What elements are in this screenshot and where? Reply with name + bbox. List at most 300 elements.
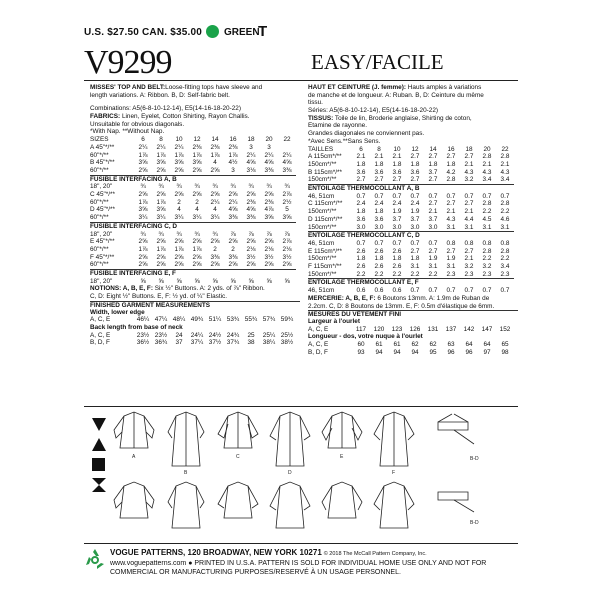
cell: 2.8 (500, 200, 510, 208)
cell: 1⅞ (156, 245, 166, 253)
row-label: 18", 20" (90, 183, 113, 191)
cell: 1.8 (392, 255, 402, 263)
cell: 64 (465, 341, 473, 349)
cell: 4⅝ (246, 159, 256, 167)
table-row (308, 248, 514, 256)
cutting-symbols (92, 418, 106, 498)
table-row (308, 169, 514, 177)
cell: 3.6 (374, 168, 384, 176)
cell: 1.9 (392, 208, 402, 216)
cell: ⅝ (284, 277, 290, 285)
cell: 1.8 (356, 208, 366, 216)
cell: 2⅛ (282, 245, 292, 253)
cell: 2.1 (464, 160, 474, 168)
table-row (308, 200, 514, 208)
table-row (90, 206, 296, 214)
fr-mercerie-1: 6 Boutons 13mm. A: 1.9m de Ruban de (375, 294, 490, 302)
table-row (90, 144, 296, 152)
cell: 2.1 (374, 153, 384, 161)
cell: 1.8 (428, 160, 438, 168)
cell: 0.7 (392, 192, 402, 200)
cell: 1⅞ (174, 245, 184, 253)
cell: 3⅝ (264, 214, 274, 222)
cell: 3¼ (192, 214, 202, 222)
table-row (90, 152, 296, 160)
cell: ¾ (176, 230, 182, 238)
cell: 2.7 (464, 247, 474, 255)
cell: 25¼ (262, 331, 276, 339)
cell: 18 (465, 145, 473, 153)
cell: 0.7 (410, 192, 420, 200)
cell: 3⅝ (282, 214, 292, 222)
cell: ⅝ (140, 277, 146, 285)
belt-bd-back (438, 492, 474, 512)
cell: 0.7 (374, 192, 384, 200)
cell: 3⅜ (246, 214, 256, 222)
table-row (90, 183, 296, 191)
cell: 94 (375, 348, 383, 356)
cell: 2.1 (464, 208, 474, 216)
cell: 2⅝ (228, 261, 238, 269)
table-row (308, 193, 514, 201)
cell: 2⅜ (264, 198, 274, 206)
cell: 0.7 (428, 239, 438, 247)
cell: 2⅞ (282, 238, 292, 246)
cell: 3⅜ (228, 214, 238, 222)
cell: 2.6 (356, 247, 366, 255)
cell: 47¼ (154, 316, 168, 324)
cell: 0.8 (482, 239, 492, 247)
cell: 2.7 (464, 200, 474, 208)
measure-label: Longueur - dos, votre nuque à l'ourlet (308, 333, 423, 341)
cell: 1.9 (446, 255, 456, 263)
cell: 3.6 (392, 168, 402, 176)
cell: 2.8 (482, 153, 492, 161)
en-notions-label: NOTIONS: A, B, E, F: (90, 285, 153, 293)
section-heading-cd (308, 232, 514, 240)
cell: 2 (231, 245, 235, 253)
fr-mercerie-2: 2.2cm. C, D: 8 Boutons de 13mm. E, F: 0.5m d'élastique de 6mm. (308, 302, 495, 310)
cell: 3.7 (428, 215, 438, 223)
cell: 2.3 (482, 270, 492, 278)
fr-fabrics-3: Grandes diagonales ne conviennent pas. (308, 130, 425, 138)
cell: 4.3 (500, 168, 510, 176)
fr-combos: Séries: A5(6-8-10-12-14), E5(14-16-18-20-22) (308, 107, 439, 115)
table-row (308, 349, 514, 357)
cell: 23½ (136, 331, 150, 339)
row-label: A 45"*/** (90, 143, 115, 151)
cell: 2.2 (356, 270, 366, 278)
cell: 1⅞ (156, 198, 166, 206)
row-label: SIZES (90, 136, 109, 144)
row-label: D 115cm*/** (308, 215, 343, 223)
cell: ⅝ (158, 277, 164, 285)
cell: 1⅞ (210, 151, 220, 159)
cell: ¾ (140, 230, 146, 238)
row-label: 150cm*/** (308, 270, 337, 278)
cell: 2.2 (482, 255, 492, 263)
cell: 3.1 (410, 263, 420, 271)
cell: 2⅝ (192, 261, 202, 269)
row-label: E 115cm*/** (308, 247, 342, 255)
cell: 2.2 (392, 270, 402, 278)
cell: 2⅝ (228, 191, 238, 199)
fr-mercerie-label: MERCERIE: A, B, E, F: (308, 294, 376, 302)
cell: 0.7 (374, 239, 384, 247)
cell: 2⅝ (210, 261, 220, 269)
cell: 0.7 (446, 287, 456, 295)
row-label: C 115cm*/** (308, 200, 343, 208)
view-label-bd-2: B-D (470, 520, 479, 526)
cell: 14 (211, 136, 219, 144)
cell: 1⅞ (138, 198, 148, 206)
cell: 24½ (208, 331, 222, 339)
cell: 2⅝ (174, 166, 184, 174)
cell: 2⅜ (210, 143, 220, 151)
table-row (90, 246, 296, 254)
cell: 4⅝ (264, 159, 274, 167)
en-desc-2: length variations. A: Ribbon. B, D: Self-fabric belt. (90, 91, 230, 99)
cell: 2⅝ (210, 238, 220, 246)
cell: 3¼ (138, 214, 148, 222)
pattern-number: V9299 (84, 44, 172, 81)
cell: 2¼ (264, 151, 274, 159)
cell: 3.1 (464, 223, 474, 231)
cell: 4.5 (482, 215, 492, 223)
cell: 4.4 (464, 215, 474, 223)
cell: 2 (213, 245, 217, 253)
cell: 96 (465, 348, 473, 356)
cell: 24¼ (190, 331, 204, 339)
cell: 3.2 (464, 263, 474, 271)
row-label: B, D, F (90, 339, 110, 347)
measure-label: Largeur à l'ourlet (308, 317, 360, 325)
cell: 2.7 (410, 247, 420, 255)
row-label: 150cm*/** (308, 160, 337, 168)
cell: ⅝ (194, 277, 200, 285)
publisher: VOGUE PATTERNS, 120 BROADWAY, NEW YORK 10271 (110, 548, 322, 557)
cell: 4 (213, 159, 217, 167)
cell: 126 (409, 325, 421, 333)
cell: 94 (393, 348, 401, 356)
cell: 2.7 (356, 176, 366, 184)
cell: 4 (213, 206, 217, 214)
cell: 1⅞ (228, 151, 238, 159)
cell: 3.0 (392, 223, 402, 231)
cell: 3 (249, 143, 253, 151)
view-e-front (322, 412, 362, 448)
cell: 6 (141, 136, 145, 144)
cell: 49¾ (190, 316, 204, 324)
cell: 0.6 (374, 287, 384, 295)
cell: 0.7 (482, 192, 492, 200)
cell: 131 (427, 325, 439, 333)
cell: 2⅝ (174, 253, 184, 261)
cell: 97 (483, 348, 491, 356)
cell: 3 (267, 143, 271, 151)
table-row (90, 191, 296, 199)
table-row (90, 159, 296, 167)
row-label: F 45"*/** (90, 253, 115, 261)
row-label: 60"*/** (90, 151, 109, 159)
cell: 1.8 (356, 255, 366, 263)
cell: 2⅝ (192, 238, 202, 246)
cell: 3.4 (500, 263, 510, 271)
view-label-d: D (288, 470, 292, 476)
cell: 1.8 (392, 160, 402, 168)
cell: 2⅝ (192, 191, 202, 199)
cell: 2⅝ (156, 191, 166, 199)
cell: 3½ (246, 253, 256, 261)
triangle-down-icon (92, 418, 106, 432)
table-row (308, 216, 514, 224)
cell: 25 (247, 331, 255, 339)
cell: 2 (195, 198, 199, 206)
section-heading: FUSIBLE INTERFACING C, D (90, 222, 296, 230)
table-row (90, 254, 296, 262)
row-label: A, C, E (90, 331, 111, 339)
cell: 0.8 (500, 239, 510, 247)
row-label: B, D, F (308, 348, 328, 356)
row-label: E 45"*/** (90, 238, 115, 246)
table-row (90, 238, 296, 246)
view-a-front (114, 412, 154, 448)
cell: 0.7 (410, 287, 420, 295)
cell: 2.7 (428, 200, 438, 208)
cell: 3⅜ (228, 253, 238, 261)
cell: 2⅝ (156, 238, 166, 246)
cell: 3⅝ (156, 159, 166, 167)
row-label: D 45"*/** (90, 206, 116, 214)
cell: 2.3 (500, 270, 510, 278)
cell: ¾ (284, 183, 290, 191)
cell: 3⅝ (138, 206, 148, 214)
cell: 2⅝ (210, 166, 220, 174)
cell: 0.7 (356, 192, 366, 200)
cell: 1⅞ (138, 151, 148, 159)
table-row (308, 176, 514, 184)
cell: 37¾ (226, 339, 240, 347)
cell: 2⅝ (138, 253, 148, 261)
cell: 3⅝ (156, 206, 166, 214)
cell: 3.1 (500, 223, 510, 231)
cell: 3.4 (482, 176, 492, 184)
cell: 2.8 (446, 176, 456, 184)
cell: 2¼ (246, 151, 256, 159)
row-label: A, C, E (90, 316, 111, 324)
copyright: © 2018 The McCall Pattern Company, Inc. (323, 551, 427, 557)
row-label: B 115cm*/** (308, 168, 342, 176)
cell: 3.2 (482, 263, 492, 271)
cell: 4.3 (464, 168, 474, 176)
cell: 10 (393, 145, 401, 153)
cell: 3.0 (410, 223, 420, 231)
cell: ⅝ (248, 277, 254, 285)
cell: ¾ (176, 183, 182, 191)
cell: 2⅜ (192, 143, 202, 151)
cell: 12 (411, 145, 419, 153)
row-label: A 115cm*/** (308, 153, 342, 161)
cell: 59¾ (280, 316, 294, 324)
cell: 2.1 (356, 153, 366, 161)
cell: 117 (355, 325, 367, 333)
cell: 20 (265, 136, 273, 144)
cell: 37 (175, 339, 183, 347)
en-measurements-table (90, 309, 296, 348)
cell: 62 (429, 341, 437, 349)
cell: ¾ (158, 183, 164, 191)
table-row (308, 240, 514, 248)
row-label: 60"*/** (90, 214, 109, 222)
cell: ¾ (212, 183, 218, 191)
table-row (90, 167, 296, 175)
cell: 2.2 (482, 208, 492, 216)
table-row (308, 224, 514, 232)
view-label-bd: B-D (470, 456, 479, 462)
cell: 2.4 (392, 200, 402, 208)
cell: 3⅜ (282, 166, 292, 174)
view-b-front (168, 412, 204, 466)
en-fabrics-2: Unsuitable for obvious diagonals. (90, 120, 185, 128)
cell: 0.7 (500, 192, 510, 200)
cell: 2⅝ (264, 238, 274, 246)
cell: 2.4 (410, 200, 420, 208)
cell: 2.2 (500, 255, 510, 263)
cell: 1.8 (356, 160, 366, 168)
sizes-row (308, 146, 514, 154)
cell: 2.8 (482, 200, 492, 208)
printed-notice: ● PRINTED IN U.S.A. PATTERN IS SOLD FOR INDIVIDUAL HOME USE ONLY AND NOT FOR (188, 560, 487, 567)
cell: 65 (501, 341, 509, 349)
row-label: 46, 51cm (308, 239, 335, 247)
cell: 4.2 (446, 168, 456, 176)
cell: 61 (375, 341, 383, 349)
fr-fabrics-4: *Avec Sens.**Sans Sens. (308, 137, 381, 145)
cell: 2.8 (482, 247, 492, 255)
cell: 3⅝ (192, 159, 202, 167)
cell: 38½ (280, 339, 294, 347)
cell: 1⅞ (138, 245, 148, 253)
cell: 62 (411, 341, 419, 349)
cell: 3.0 (428, 223, 438, 231)
table-row (90, 231, 296, 239)
cell: ¾ (194, 230, 200, 238)
fr-fabrics-label: TISSUS: (308, 114, 334, 122)
en-notions-2: C, D: Eight ½" Buttons. E, F: ½ yd. of ¼" Elastic. (90, 293, 228, 301)
cell: 20 (483, 145, 491, 153)
cell: ⅞ (266, 230, 272, 238)
cell: 2.1 (428, 208, 438, 216)
cell: 2⅝ (174, 191, 184, 199)
view-f-front (374, 412, 414, 466)
square-icon (92, 458, 106, 472)
cell: 3.0 (374, 223, 384, 231)
section-heading-cd (90, 222, 296, 230)
fr-mesures: MESURES DU VÊTEMENT FINI (308, 310, 518, 318)
cell: ¾ (266, 183, 272, 191)
cell: 3⅜ (210, 253, 220, 261)
cell: 3.7 (428, 168, 438, 176)
cell: 2.7 (410, 153, 420, 161)
cell: 37½ (208, 339, 222, 347)
cell: 2.6 (392, 263, 402, 271)
cell: 2⅝ (228, 238, 238, 246)
table-row (90, 339, 296, 347)
view-e-back (322, 482, 362, 518)
cell: 51¼ (208, 316, 222, 324)
cell: 2.7 (428, 247, 438, 255)
cell: 2⅝ (138, 238, 148, 246)
view-a-back (114, 482, 154, 518)
en-fabrics-3: *With Nap. **Without Nap. (90, 128, 165, 136)
cell: 152 (499, 325, 511, 333)
view-label-f: F (392, 470, 396, 476)
recycle-icon (84, 548, 106, 570)
table-row (90, 261, 296, 269)
cell: 2⅝ (246, 261, 256, 269)
en-fabrics-label: FABRICS: (90, 113, 121, 121)
cell: 2.3 (446, 270, 456, 278)
cell: 3.1 (428, 263, 438, 271)
section-heading-ef (308, 279, 514, 287)
cell: 0.6 (392, 287, 402, 295)
cell: 2.6 (374, 263, 384, 271)
english-column (90, 84, 300, 347)
cell: 3.1 (446, 263, 456, 271)
cell: 2.6 (356, 263, 366, 271)
cell: 3⅛ (246, 166, 256, 174)
cell: 2⅝ (246, 238, 256, 246)
cell: 4½ (228, 159, 238, 167)
cell: 137 (445, 325, 457, 333)
cell: 4.3 (446, 215, 456, 223)
view-label-b: B (184, 470, 188, 476)
cell: 142 (463, 325, 475, 333)
cell: 3.4 (500, 176, 510, 184)
belt-bd-front (438, 414, 474, 444)
cell: 4⅝ (282, 159, 292, 167)
cell: 14 (429, 145, 437, 153)
table-row (308, 287, 514, 295)
cell: 2¼ (210, 198, 220, 206)
cell: 0.7 (428, 287, 438, 295)
cell: 63 (447, 341, 455, 349)
cell: ⅞ (284, 230, 290, 238)
cell: 0.7 (446, 192, 456, 200)
cell: 2.7 (428, 153, 438, 161)
cell: 3⅝ (174, 159, 184, 167)
section-heading-ab (308, 185, 514, 193)
cell: 4.6 (500, 215, 510, 223)
cell: 2⅝ (138, 261, 148, 269)
cell: 3.1 (446, 223, 456, 231)
cell: 2.3 (464, 270, 474, 278)
row-label: F 115cm*/** (308, 263, 342, 271)
cell: 2.4 (374, 200, 384, 208)
table-row (308, 255, 514, 263)
cell: 3½ (264, 253, 274, 261)
cell: 2.7 (392, 176, 402, 184)
cell: 1⅞ (174, 151, 184, 159)
cell: 3.7 (410, 215, 420, 223)
cell: 2⅝ (174, 238, 184, 246)
cell: 22 (501, 145, 509, 153)
cell: 38¼ (262, 339, 276, 347)
cell: 4⅝ (228, 206, 238, 214)
row-label: 18", 20" (90, 230, 113, 238)
row-label: 60"*/** (90, 245, 109, 253)
cell: 2¼ (282, 151, 292, 159)
